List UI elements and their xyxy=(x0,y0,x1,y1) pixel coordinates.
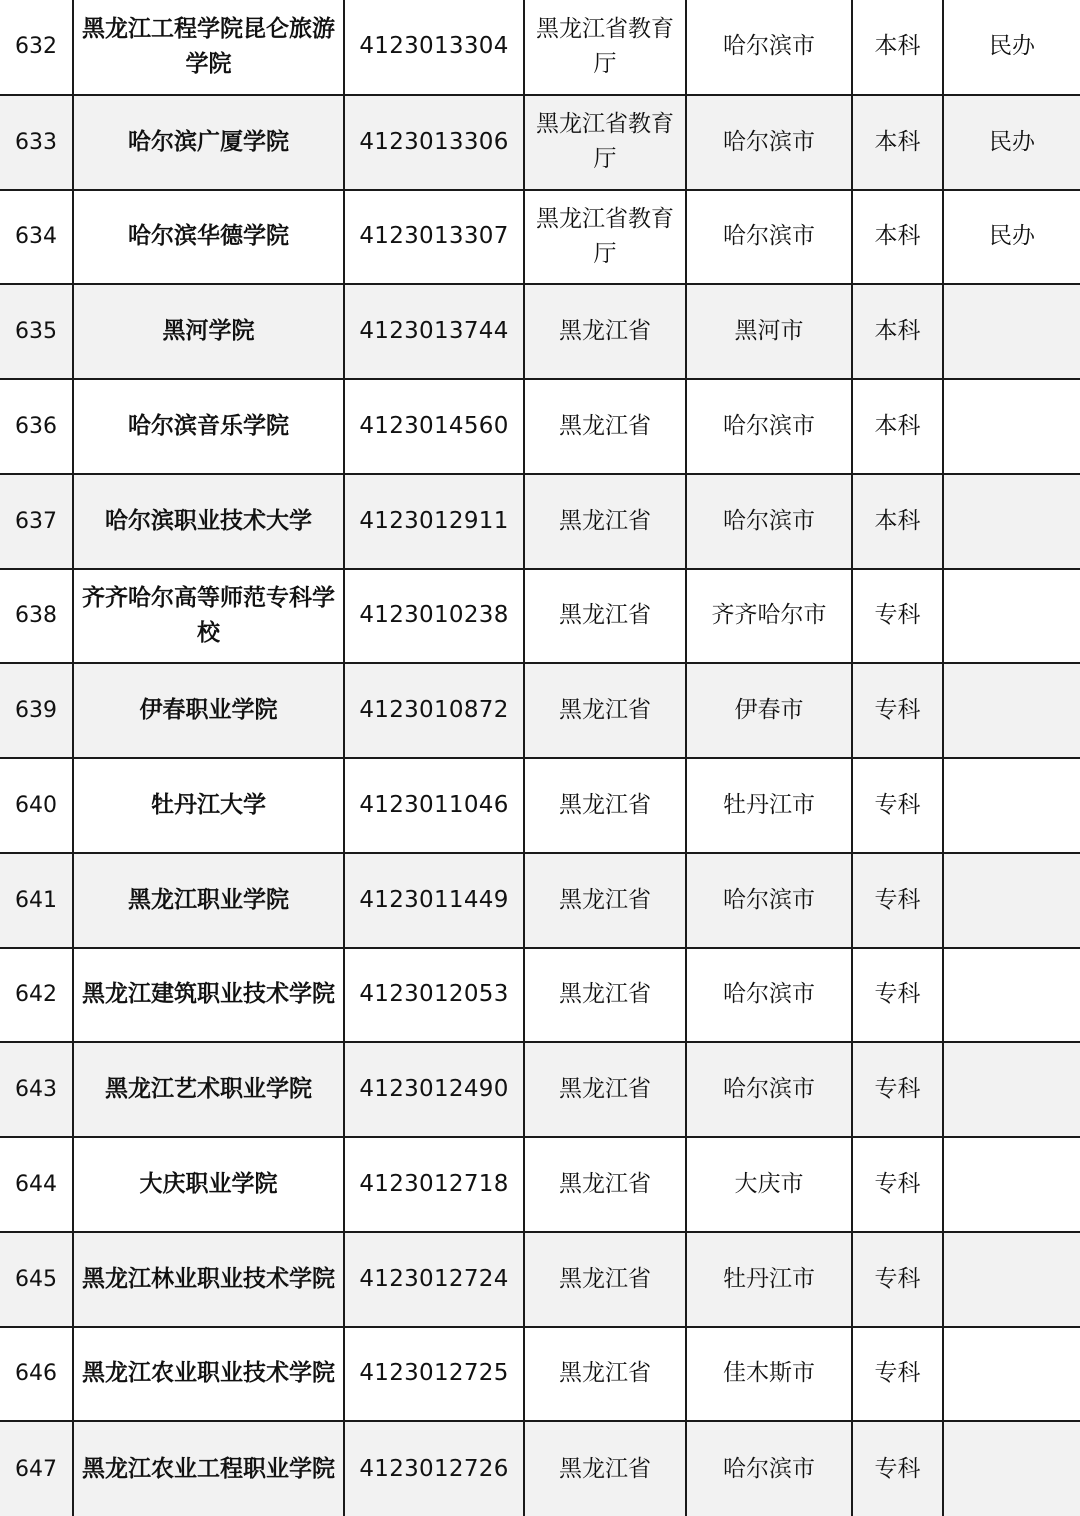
education-level: 本科 xyxy=(852,190,943,285)
remark xyxy=(943,758,1080,853)
institution-code: 4123012911 xyxy=(344,474,524,569)
institution-name: 黑龙江农业职业技术学院 xyxy=(73,1327,344,1422)
city: 哈尔滨市 xyxy=(686,0,852,95)
institution-code: 4123013306 xyxy=(344,95,524,190)
institution-code: 4123012726 xyxy=(344,1421,524,1516)
competent-department: 黑龙江省 xyxy=(524,1421,686,1516)
institution-name: 哈尔滨华德学院 xyxy=(73,190,344,285)
row-index: 647 xyxy=(0,1421,73,1516)
row-index: 640 xyxy=(0,758,73,853)
institution-name: 哈尔滨职业技术大学 xyxy=(73,474,344,569)
remark xyxy=(943,663,1080,758)
competent-department: 黑龙江省 xyxy=(524,853,686,948)
competent-department: 黑龙江省 xyxy=(524,948,686,1043)
row-index: 645 xyxy=(0,1232,73,1327)
education-level: 本科 xyxy=(852,0,943,95)
row-index: 633 xyxy=(0,95,73,190)
education-level: 专科 xyxy=(852,758,943,853)
institution-code: 4123012490 xyxy=(344,1042,524,1137)
competent-department: 黑龙江省 xyxy=(524,1327,686,1422)
institution-code: 4123012053 xyxy=(344,948,524,1043)
city: 佳木斯市 xyxy=(686,1327,852,1422)
institution-name: 黑龙江建筑职业技术学院 xyxy=(73,948,344,1043)
institution-code: 4123010238 xyxy=(344,569,524,664)
education-level: 专科 xyxy=(852,569,943,664)
table-row xyxy=(0,1137,1080,1232)
remark xyxy=(943,379,1080,474)
city: 哈尔滨市 xyxy=(686,1421,852,1516)
row-index: 646 xyxy=(0,1327,73,1422)
institution-name: 黑河学院 xyxy=(73,284,344,379)
row-index: 634 xyxy=(0,190,73,285)
institution-code: 4123014560 xyxy=(344,379,524,474)
institution-name: 黑龙江工程学院昆仑旅游学院 xyxy=(73,0,344,95)
remark xyxy=(943,853,1080,948)
row-index: 639 xyxy=(0,663,73,758)
institution-name: 齐齐哈尔高等师范专科学校 xyxy=(73,569,344,664)
city: 伊春市 xyxy=(686,663,852,758)
city: 哈尔滨市 xyxy=(686,379,852,474)
competent-department: 黑龙江省 xyxy=(524,474,686,569)
table-row xyxy=(0,379,1080,474)
table-row xyxy=(0,0,1080,95)
competent-department: 黑龙江省 xyxy=(524,379,686,474)
city: 哈尔滨市 xyxy=(686,474,852,569)
row-index: 641 xyxy=(0,853,73,948)
table-row xyxy=(0,663,1080,758)
education-level: 本科 xyxy=(852,95,943,190)
city: 哈尔滨市 xyxy=(686,1042,852,1137)
row-index: 635 xyxy=(0,284,73,379)
city: 大庆市 xyxy=(686,1137,852,1232)
table-row xyxy=(0,758,1080,853)
institution-code: 4123010872 xyxy=(344,663,524,758)
institution-name: 哈尔滨广厦学院 xyxy=(73,95,344,190)
row-index: 638 xyxy=(0,569,73,664)
remark xyxy=(943,1421,1080,1516)
education-level: 专科 xyxy=(852,1232,943,1327)
table-row xyxy=(0,190,1080,285)
education-level: 专科 xyxy=(852,1327,943,1422)
competent-department: 黑龙江省 xyxy=(524,1232,686,1327)
remark xyxy=(943,1137,1080,1232)
institution-name: 黑龙江林业职业技术学院 xyxy=(73,1232,344,1327)
competent-department: 黑龙江省教育厅 xyxy=(524,190,686,285)
competent-department: 黑龙江省教育厅 xyxy=(524,0,686,95)
table-row xyxy=(0,569,1080,664)
row-index: 642 xyxy=(0,948,73,1043)
row-index: 636 xyxy=(0,379,73,474)
institution-name: 黑龙江职业学院 xyxy=(73,853,344,948)
education-level: 本科 xyxy=(852,474,943,569)
remark xyxy=(943,569,1080,664)
table-row xyxy=(0,1042,1080,1137)
institution-code: 4123013744 xyxy=(344,284,524,379)
table-row xyxy=(0,1232,1080,1327)
remark xyxy=(943,1327,1080,1422)
remark xyxy=(943,474,1080,569)
city: 哈尔滨市 xyxy=(686,95,852,190)
competent-department: 黑龙江省 xyxy=(524,1137,686,1232)
remark xyxy=(943,284,1080,379)
institution-name: 哈尔滨音乐学院 xyxy=(73,379,344,474)
education-level: 专科 xyxy=(852,853,943,948)
education-level: 专科 xyxy=(852,1137,943,1232)
remark: 民办 xyxy=(943,190,1080,285)
institution-code: 4123012725 xyxy=(344,1327,524,1422)
table-row xyxy=(0,853,1080,948)
institution-name: 黑龙江农业工程职业学院 xyxy=(73,1421,344,1516)
row-index: 644 xyxy=(0,1137,73,1232)
education-level: 本科 xyxy=(852,284,943,379)
city: 牡丹江市 xyxy=(686,1232,852,1327)
institution-name: 牡丹江大学 xyxy=(73,758,344,853)
row-index: 643 xyxy=(0,1042,73,1137)
institution-code: 4123013304 xyxy=(344,0,524,95)
city: 哈尔滨市 xyxy=(686,948,852,1043)
institution-code: 4123012718 xyxy=(344,1137,524,1232)
row-index: 632 xyxy=(0,0,73,95)
institution-name: 大庆职业学院 xyxy=(73,1137,344,1232)
city: 牡丹江市 xyxy=(686,758,852,853)
remark xyxy=(943,1042,1080,1137)
row-index: 637 xyxy=(0,474,73,569)
table-row xyxy=(0,284,1080,379)
table-row xyxy=(0,1421,1080,1516)
education-level: 专科 xyxy=(852,948,943,1043)
competent-department: 黑龙江省 xyxy=(524,758,686,853)
city: 哈尔滨市 xyxy=(686,853,852,948)
remark xyxy=(943,1232,1080,1327)
remark: 民办 xyxy=(943,95,1080,190)
city: 哈尔滨市 xyxy=(686,190,852,285)
education-level: 专科 xyxy=(852,1042,943,1137)
competent-department: 黑龙江省 xyxy=(524,569,686,664)
education-level: 专科 xyxy=(852,1421,943,1516)
education-level: 专科 xyxy=(852,663,943,758)
table-row xyxy=(0,95,1080,190)
institution-code: 4123011449 xyxy=(344,853,524,948)
competent-department: 黑龙江省 xyxy=(524,1042,686,1137)
table-row xyxy=(0,474,1080,569)
institution-name: 黑龙江艺术职业学院 xyxy=(73,1042,344,1137)
education-level: 本科 xyxy=(852,379,943,474)
competent-department: 黑龙江省教育厅 xyxy=(524,95,686,190)
institution-code: 4123013307 xyxy=(344,190,524,285)
competent-department: 黑龙江省 xyxy=(524,663,686,758)
remark: 民办 xyxy=(943,0,1080,95)
table-row xyxy=(0,948,1080,1043)
remark xyxy=(943,948,1080,1043)
institution-name: 伊春职业学院 xyxy=(73,663,344,758)
city: 黑河市 xyxy=(686,284,852,379)
table-row xyxy=(0,1327,1080,1422)
institution-code: 4123011046 xyxy=(344,758,524,853)
city: 齐齐哈尔市 xyxy=(686,569,852,664)
competent-department: 黑龙江省 xyxy=(524,284,686,379)
institution-code: 4123012724 xyxy=(344,1232,524,1327)
